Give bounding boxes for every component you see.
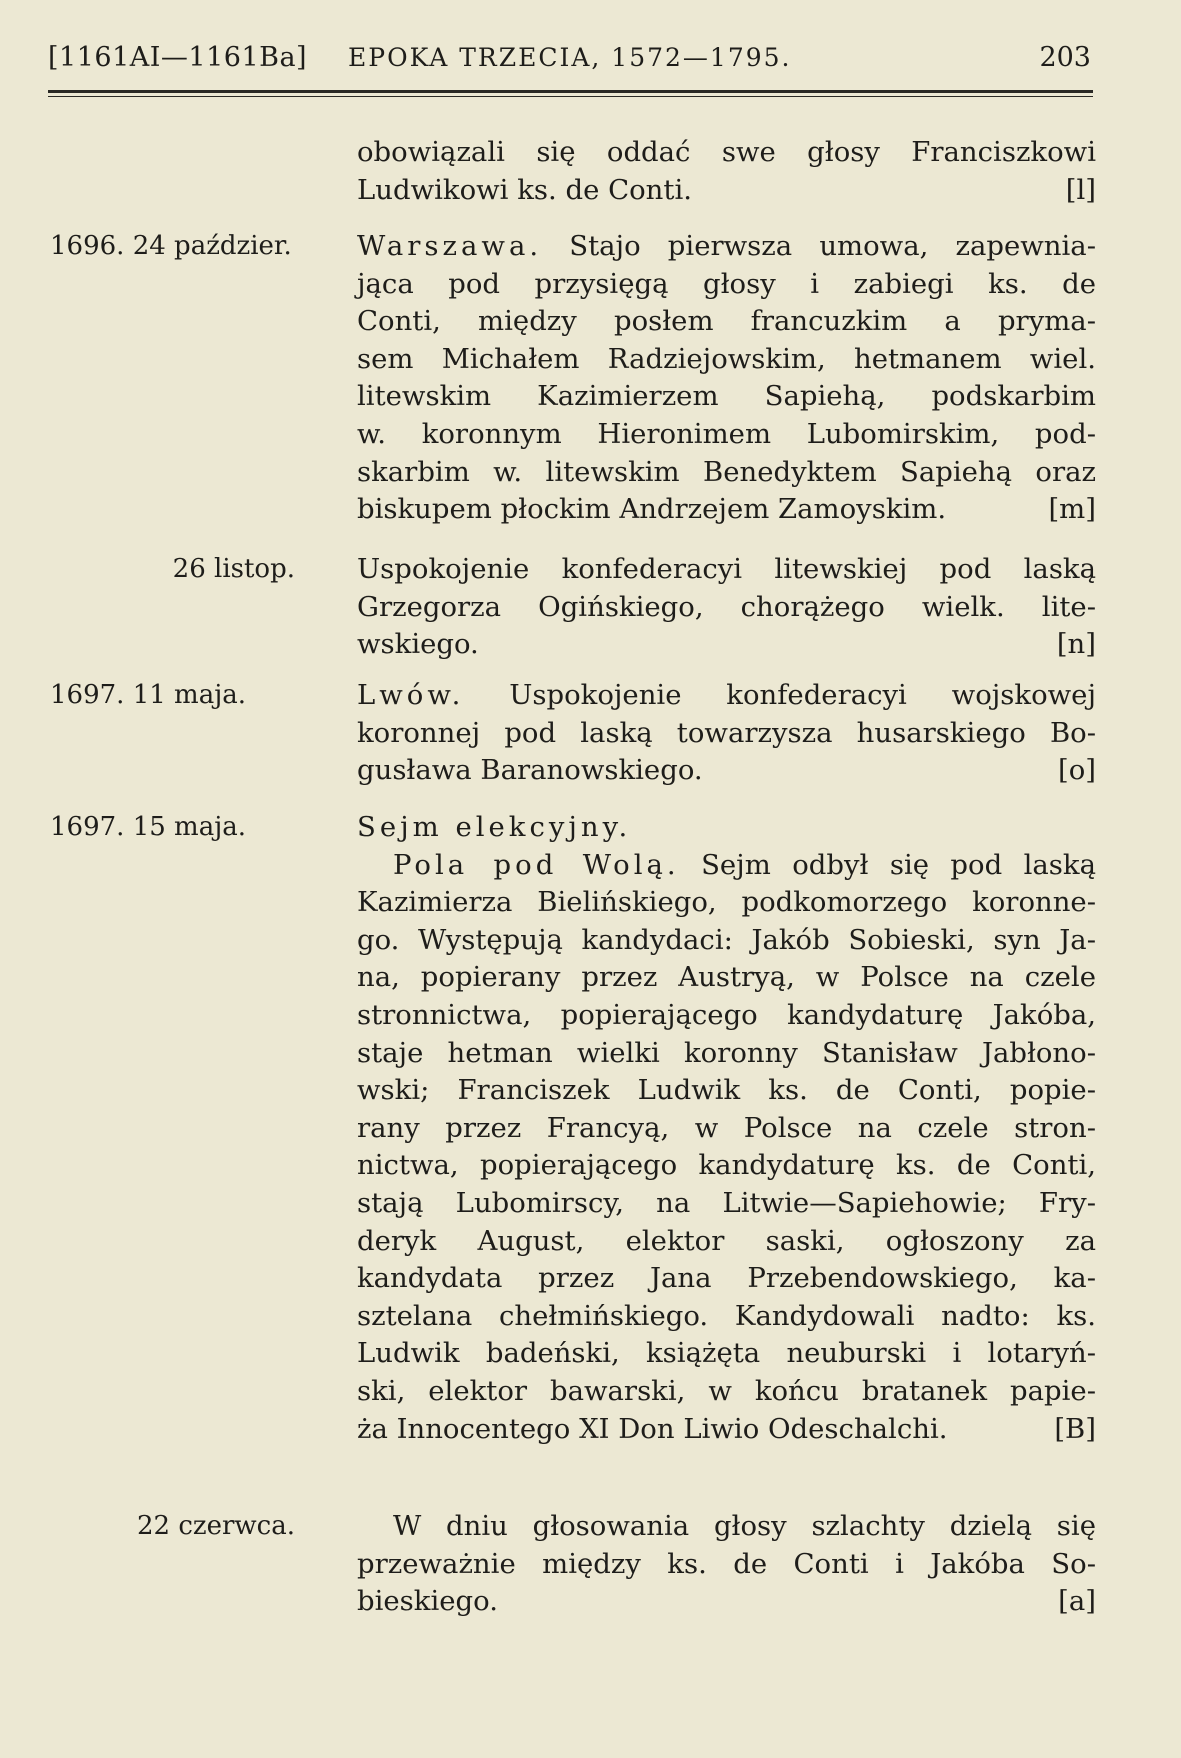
- running-header: [48, 38, 1091, 78]
- entry-text: [357, 677, 1096, 790]
- text-line: Ludwik badeński, książęta neuburski i lotaryń-: [357, 1337, 1096, 1370]
- text-line: stają Lubomirscy, na Litwie—Sapiehowie; Fry-: [357, 1186, 1096, 1219]
- page-number: 203: [1039, 42, 1091, 73]
- entry-date: 22 czerwca.: [136, 1511, 295, 1541]
- text-line: w. koronnym Hieronimem Lubomirskim, pod-: [357, 417, 1096, 450]
- text-line: rany przez Francyą, w Polsce na czele stron-: [357, 1111, 1096, 1144]
- entry-date: 1697. 11 maja.: [50, 680, 247, 710]
- text-line: Lwów. Uspokojenie konfederacyi wojskowej: [357, 679, 1096, 711]
- source-ref: [l]: [1065, 173, 1096, 206]
- entry-date: 1696. 24 paździer.: [50, 231, 292, 261]
- header-rule-thin: [48, 96, 1093, 97]
- text-line: biskupem płockim Andrzejem Zamoyskim. [m]: [357, 491, 1096, 529]
- entry-text: [357, 809, 1096, 1448]
- source-ref: [o]: [1057, 754, 1096, 787]
- text-line: staje hetman wielki koronny Stanisław Jabłono-: [357, 1036, 1096, 1069]
- text-line: bieskiego. [a]: [357, 1583, 1096, 1621]
- text-line: nictwa, popierającego kandydaturę ks. de Conti,: [357, 1149, 1096, 1182]
- text-line: kandydata przez Jana Przebendowskiego, ka-: [357, 1262, 1096, 1295]
- text-line: koronnej pod laską towarzysza husarskiego Bo-: [357, 716, 1096, 749]
- entry-date: 26 listop.: [172, 554, 295, 584]
- text-line: Warszawa. Stajo pierwsza umowa, zapewnia-: [357, 230, 1096, 262]
- text-line: wskiego. [n]: [357, 626, 1096, 664]
- text-line: sem Michałem Radziejowskim, hetmanem wiel.: [357, 342, 1096, 375]
- text-line: obowiązali się oddać swe głosy Franciszkowi: [357, 136, 1096, 168]
- text-line: Pola pod Wolą. Sejm odbył się pod laską: [393, 848, 1096, 881]
- text-line: ski, elektor bawarski, w końcu bratanek papie-: [357, 1374, 1096, 1407]
- source-ref: [n]: [1056, 628, 1096, 661]
- source-ref: [B]: [1054, 1412, 1096, 1445]
- entry-text: [357, 228, 1096, 529]
- text-line: deryk August, elektor saski, ogłoszony za: [357, 1224, 1096, 1257]
- source-ref: [m]: [1048, 493, 1096, 526]
- text-line: Grzegorza Ogińskiego, chorążego wielk. lite-: [357, 590, 1096, 623]
- text-line: Uspokojenie konfederacyi litewskiej pod laską: [357, 553, 1096, 585]
- entry-date: 1697. 15 maja.: [50, 812, 247, 842]
- text-line: Ludwikowi ks. de Conti. [l]: [357, 172, 1096, 210]
- text-line: W dniu głosowania głosy szlachty dzielą się: [393, 1510, 1096, 1542]
- entry-heading: Sejm elekcyjny.: [357, 811, 632, 843]
- text-line: Kazimierza Bielińskiego, podkomorzego koronne-: [357, 886, 1096, 919]
- place-name: Warszawa.: [357, 230, 543, 262]
- text-line: sztelana chełmińskiego. Kandydowali nadto: ks.: [357, 1299, 1096, 1332]
- header-title: EPOKA TRZECIA, 1572—1795.: [348, 43, 792, 72]
- text-line: przeważnie między ks. de Conti i Jakóba So-: [357, 1547, 1096, 1580]
- text-line: na, popierany przez Austryą, w Polsce na czele: [357, 961, 1096, 994]
- place-name: Lwów.: [357, 679, 465, 711]
- entry-text: [357, 551, 1096, 664]
- text-line: skarbim w. litewskim Benedyktem Sapiehą oraz: [357, 455, 1096, 488]
- text-line: ża Innocentego XI Don Liwio Odeschalchi. [B]: [357, 1411, 1096, 1449]
- source-ref: [a]: [1058, 1585, 1096, 1618]
- header-range: [1161AI—1161Ba]: [48, 42, 308, 73]
- text-line: gusława Baranowskiego. [o]: [357, 752, 1096, 790]
- text-line: go. Występują kandydaci: Jakób Sobieski, syn Ja-: [357, 923, 1096, 956]
- text-line: stronnictwa, popierającego kandydaturę Jakóba,: [357, 998, 1096, 1031]
- text-line: jąca pod przysięgą głosy i zabiegi ks. de: [357, 267, 1096, 300]
- text-line: wski; Franciszek Ludwik ks. de Conti, popie-: [357, 1074, 1096, 1107]
- header-rule: [48, 90, 1093, 93]
- text-line: Conti, między posłem francuzkim a pryma-: [357, 305, 1096, 338]
- entry-text: [357, 134, 1096, 209]
- place-name: Pola pod Wolą.: [393, 848, 680, 881]
- entry-text: [357, 1508, 1096, 1621]
- text-line: litewskim Kazimierzem Sapiehą, podskarbim: [357, 380, 1096, 413]
